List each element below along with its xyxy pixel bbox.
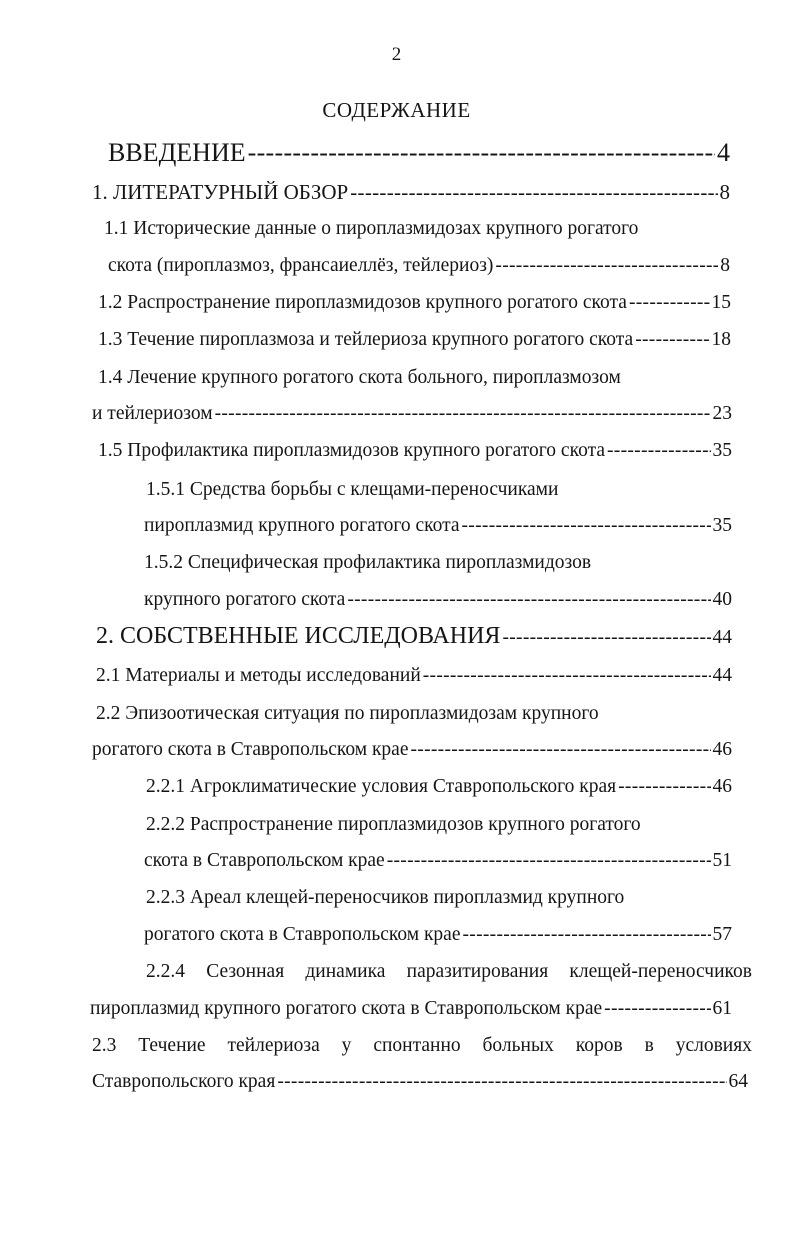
dot-leader: [463, 921, 711, 949]
toc-entry-page: 44: [712, 627, 732, 648]
toc-entry-page: 46: [712, 739, 732, 760]
toc-entry-2-3: [92, 1068, 748, 1096]
dot-leader: [277, 1068, 726, 1096]
toc-entry-1-4-line1: 1.4 Лечение крупного рогатого скота больного, пироплазмозом: [98, 367, 621, 388]
toc-entry-title: скота (пироплазмоз, франсаиеллёз, тейлериоз): [108, 255, 494, 276]
dot-leader: [350, 178, 717, 206]
toc-entry-1-5-1: [144, 512, 732, 540]
toc-entry-1-2: [98, 289, 731, 317]
toc-entry-title: Ставропольского края: [92, 1071, 276, 1092]
word: динамика: [305, 961, 386, 982]
toc-entry-title: скота в Ставропольском крае: [144, 850, 385, 871]
toc-entry-page: 46: [712, 776, 732, 797]
word: условиях: [675, 1035, 752, 1056]
toc-entry-1-1: [108, 252, 730, 280]
toc-entry-page: 4: [717, 138, 730, 167]
toc-entry-title: крупного рогатого скота: [144, 589, 346, 610]
toc-entry-title: ВВЕДЕНИЕ: [108, 138, 246, 167]
dot-leader: [604, 995, 710, 1023]
toc-entry-title: 1.5 Профилактика пироплазмидозов крупного рогатого скота: [98, 440, 605, 461]
toc-entry-page: 44: [712, 665, 732, 686]
dot-leader: [248, 136, 715, 170]
word: паразитирования: [406, 961, 549, 982]
toc-entry-1-5: [98, 437, 732, 465]
page-title: СОДЕРЖАНИЕ: [322, 98, 471, 122]
toc-entry-2: [96, 620, 732, 654]
word: в: [644, 1035, 654, 1056]
word: 2.2.4: [146, 961, 185, 982]
dot-leader: [411, 736, 711, 764]
toc-entry-title: 2.1 Материалы и методы исследований: [96, 665, 421, 686]
toc-entry-page: 8: [720, 255, 730, 276]
dot-leader: [635, 326, 709, 354]
toc-entry-1-5-2-line1: 1.5.2 Специфическая профилактика пироплазмидозов: [144, 552, 592, 573]
toc-entry-2-3-line1: [92, 1032, 752, 1060]
toc-entry-1-4: [92, 400, 732, 428]
toc-entry-title: 1. ЛИТЕРАТУРНЫЙ ОБЗОР: [92, 180, 349, 204]
dot-leader: [347, 586, 710, 614]
toc-entry-1-5-1-line1: 1.5.1 Средства борьбы с клещами-переносчиками: [146, 479, 559, 500]
toc-entry-2-2-3: [144, 921, 732, 949]
toc-entry-page: 64: [728, 1071, 748, 1092]
dot-leader: [423, 662, 711, 690]
toc-entry-page: 51: [712, 850, 732, 871]
word: тейлериоза: [227, 1035, 320, 1056]
toc-entry-2-2-4: [90, 995, 732, 1023]
toc-entry-1-5-2: [144, 586, 732, 614]
toc-entry-title: пироплазмид крупного рогатого скота в Ставропольском крае: [90, 998, 603, 1019]
word: у: [341, 1035, 352, 1056]
toc-entry-page: 35: [712, 515, 732, 536]
toc-entry-page: 18: [711, 329, 731, 350]
toc-entry-page: 8: [719, 180, 730, 204]
toc-entry-2-2-line1: 2.2 Эпизоотическая ситуация по пироплазмидозам крупного: [96, 703, 599, 724]
toc-entry-2-2-2: [144, 847, 732, 875]
toc-entry-title: 2.2.1 Агроклиматические условия Ставропольского края: [146, 776, 617, 797]
toc-entry-page: 61: [712, 998, 732, 1019]
toc-entry-2-2-1: [146, 773, 732, 801]
toc-entry-2-2-2-line1: 2.2.2 Распространение пироплазмидозов крупного рогатого: [146, 814, 641, 835]
dot-leader: [387, 847, 711, 875]
word: клещей-переносчиков: [569, 961, 752, 982]
word: Течение: [138, 1035, 206, 1056]
toc-entry-page: 35: [712, 440, 732, 461]
toc-entry-page: 15: [711, 292, 731, 313]
word: коров: [575, 1035, 623, 1056]
word: Сезонная: [206, 961, 285, 982]
dot-leader: [215, 400, 711, 428]
toc-entry-page: 40: [712, 589, 732, 610]
toc-entry-2-2: [92, 736, 732, 764]
dot-leader: [629, 289, 710, 317]
dot-leader: [462, 512, 711, 540]
toc-entry-title: рогатого скота в Ставропольском крае: [144, 924, 461, 945]
toc-entry-title: пироплазмид крупного рогатого скота: [144, 515, 460, 536]
word: 2.3: [92, 1035, 117, 1056]
toc-entry-page: 23: [712, 403, 732, 424]
word: больных: [482, 1035, 554, 1056]
toc-entry-title: 1.3 Течение пироплазмоза и тейлериоза крупного рогатого скота: [98, 329, 634, 350]
dot-leader: [607, 437, 711, 465]
toc-entry-2-1: [96, 662, 732, 690]
dot-leader: [618, 773, 710, 801]
toc-entry-2-2-3-line1: 2.2.3 Ареал клещей-переносчиков пироплазмид крупного: [146, 887, 625, 908]
toc-entry-1-1-line1: 1.1 Исторические данные о пироплазмидозах крупного рогатого: [104, 218, 639, 239]
word: спонтанно: [373, 1035, 461, 1056]
toc-entry-2-2-4-line1: [146, 958, 752, 986]
toc-entry-1: [92, 178, 730, 206]
page-number: 2: [391, 44, 402, 65]
dot-leader: [495, 252, 718, 280]
toc-entry-title: 2. СОБСТВЕННЫЕ ИССЛЕДОВАНИЯ: [96, 623, 501, 649]
toc-entry-page: 57: [712, 924, 732, 945]
toc-entry-1-3: [98, 326, 731, 354]
toc-entry-intro: [108, 136, 730, 170]
toc-entry-title: рогатого скота в Ставропольском крае: [92, 739, 409, 760]
dot-leader: [502, 622, 710, 654]
toc-entry-title: и тейлериозом: [92, 403, 213, 424]
toc-entry-title: 1.2 Распространение пироплазмидозов крупного рогатого скота: [98, 292, 627, 313]
